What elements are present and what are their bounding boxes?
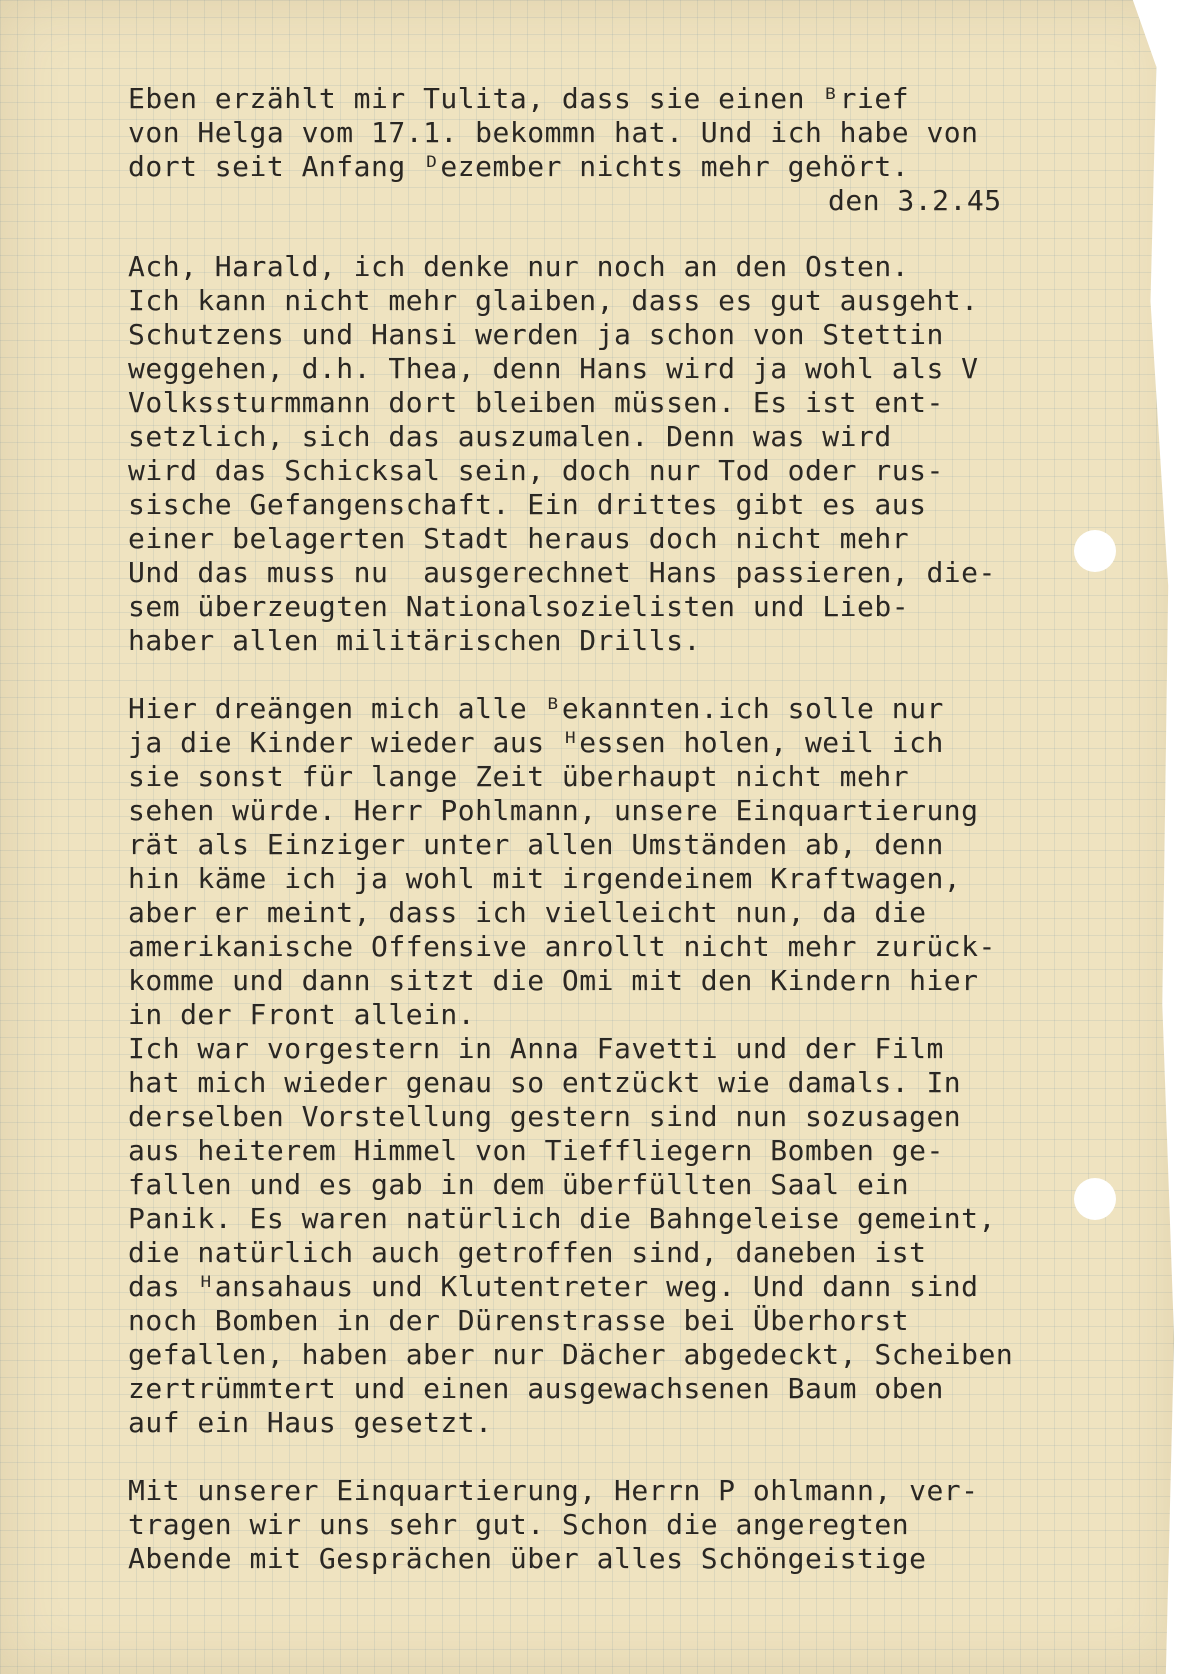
text-line: komme und dann sitzt die Omi mit den Kindern hier: [128, 964, 979, 997]
text-line: auf ein Haus gesetzt.: [128, 1406, 493, 1439]
text-line: derselben Vorstellung gestern sind nun sozusagen: [128, 1100, 962, 1133]
text-line: Schutzens und Hansi werden ja schon von Stettin: [128, 318, 944, 351]
text-line: Volkssturmmann dort bleiben müssen. Es ist ent-: [128, 386, 944, 419]
text-line: sische Gefangenschaft. Ein drittes gibt es aus: [128, 488, 927, 521]
text-line: Ach, Harald, ich denke nur noch an den Osten.: [128, 250, 910, 283]
paragraph-home: [128, 692, 1178, 1440]
text-line: Und das muss nu ausgerechnet Hans passieren, die-: [128, 556, 996, 589]
text-line: ja die Kinder wieder aus ᴴessen holen, weil ich: [128, 726, 944, 759]
text-line: Abende mit Gesprächen über alles Schöngeistige: [128, 1542, 927, 1575]
text-line: hin käme ich ja wohl mit irgendeinem Kraftwagen,: [128, 862, 962, 895]
text-line: sie sonst für lange Zeit überhaupt nicht mehr: [128, 760, 910, 793]
text-line: das ᴴansahaus und Klutentreter weg. Und dann sind: [128, 1270, 979, 1303]
paragraph-billet: [128, 1474, 1178, 1576]
letter-date: den 3.2.45: [828, 184, 1002, 217]
text-line: die natürlich auch getroffen sind, daneben ist: [128, 1236, 927, 1269]
text-line: haber allen militärischen Drills.: [128, 624, 701, 657]
text-line: amerikanische Offensive anrollt nicht mehr zurück-: [128, 930, 996, 963]
text-line: von Helga vom 17.1. bekommn hat. Und ich habe von: [128, 116, 979, 149]
letter-text: [128, 82, 1178, 1576]
text-line: Hier dreängen mich alle ᴮekannten.ich solle nur: [128, 692, 944, 725]
text-line: aber er meint, dass ich vielleicht nun, da die: [128, 896, 927, 929]
text-line: Eben erzählt mir Tulita, dass sie einen ᴮrief: [128, 82, 910, 115]
text-line: Mit unserer Einquartierung, Herrn P ohlmann, ver-: [128, 1474, 979, 1507]
text-line: in der Front allein.: [128, 998, 476, 1031]
text-line: weggehen, d.h. Thea, denn Hans wird ja wohl als V: [128, 352, 979, 385]
intro-paragraph: [128, 82, 1178, 184]
text-line: wird das Schicksal sein, doch nur Tod oder rus-: [128, 454, 944, 487]
text-line: rät als Einziger unter allen Umständen ab, denn: [128, 828, 944, 861]
text-line: Panik. Es waren natürlich die Bahngeleise gemeint,: [128, 1202, 996, 1235]
text-line: setzlich, sich das auszumalen. Denn was wird: [128, 420, 892, 453]
text-line: hat mich wieder genau so entzückt wie damals. In: [128, 1066, 962, 1099]
text-line: einer belagerten Stadt heraus doch nicht mehr: [128, 522, 910, 555]
text-line: dort seit Anfang ᴰezember nichts mehr gehört.: [128, 150, 910, 183]
text-line: fallen und es gab in dem überfüllten Saal ein: [128, 1168, 910, 1201]
text-line: sehen würde. Herr Pohlmann, unsere Einquartierung: [128, 794, 979, 827]
text-line: gefallen, haben aber nur Dächer abgedeckt, Scheiben: [128, 1338, 1014, 1371]
text-line: zertrümmtert und einen ausgewachsenen Baum oben: [128, 1372, 944, 1405]
paragraph-east: [128, 250, 1178, 658]
text-line: tragen wir uns sehr gut. Schon die angeregten: [128, 1508, 910, 1541]
text-line: sem überzeugten Nationalsozielisten und Lieb-: [128, 590, 910, 623]
text-line: Ich kann nicht mehr glaiben, dass es gut ausgeht.: [128, 284, 979, 317]
text-line: aus heiterem Himmel von Tieffliegern Bomben ge-: [128, 1134, 944, 1167]
text-line: Ich war vorgestern in Anna Favetti und der Film: [128, 1032, 944, 1065]
text-line: noch Bomben in der Dürenstrasse bei Überhorst: [128, 1304, 910, 1337]
